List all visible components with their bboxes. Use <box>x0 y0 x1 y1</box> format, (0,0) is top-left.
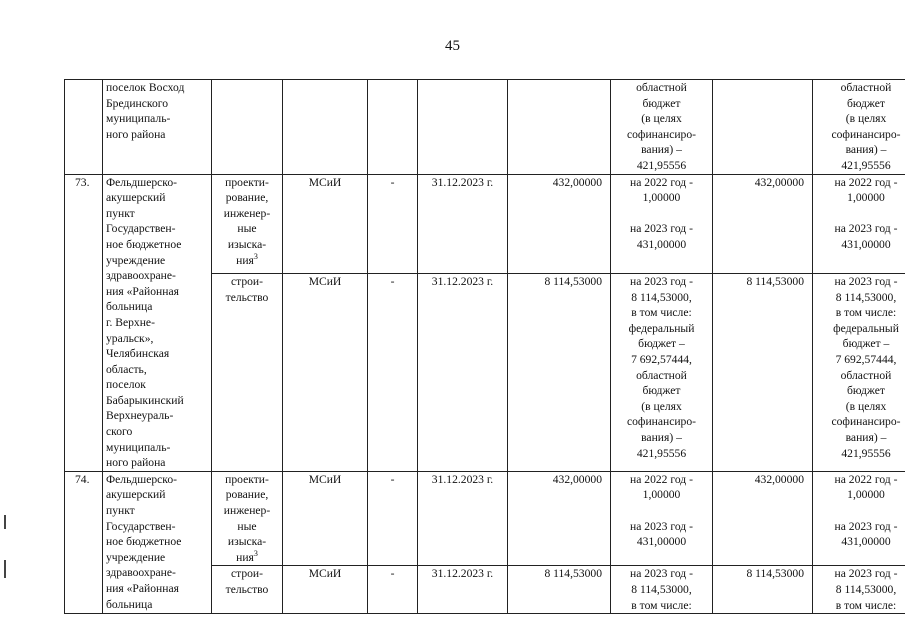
text-line: 8 114,53000, <box>631 290 692 304</box>
text-line: муниципаль- <box>106 112 171 126</box>
text-line: ное бюджетное <box>106 535 182 549</box>
text-line: муниципаль- <box>106 440 171 454</box>
allocated-cost <box>713 80 813 175</box>
text-line: ния «Районная <box>106 582 179 595</box>
allocated-cost: 8 114,53000 <box>713 566 813 614</box>
text-line: поселок <box>106 378 146 392</box>
text-line: на 2023 год - <box>834 519 898 533</box>
text-line: в том числе: <box>631 598 692 612</box>
empty-column: - <box>368 274 418 472</box>
completion-date: 31.12.2023 г. <box>418 471 508 566</box>
text-line: ного района <box>106 456 166 470</box>
text-line: в том числе: <box>835 598 897 612</box>
allocated-cost: 432,00000 <box>713 174 813 273</box>
text-line: область, <box>106 362 147 376</box>
text-line: инженер- <box>223 206 271 220</box>
text-line: поселок Восход <box>106 81 185 94</box>
allocated-funding-sources <box>813 566 905 614</box>
facility-name <box>103 471 212 613</box>
text-line: 1,00000 <box>847 488 885 502</box>
text-line: проекти- <box>225 472 269 486</box>
text-line: на 2023 год - <box>834 567 898 581</box>
text-line: Челябинская <box>106 347 170 361</box>
footnote-mark: 3 <box>253 251 258 261</box>
text-line: на 2023 год - <box>834 222 898 236</box>
completion-date: 31.12.2023 г. <box>418 274 508 472</box>
work-stage <box>212 80 283 175</box>
text-line: 7 692,57444, <box>835 352 897 366</box>
text-line: учреждение <box>106 253 166 267</box>
text-line: ского <box>106 425 133 439</box>
funding-sources <box>611 566 713 614</box>
text-line: бюджет – <box>638 337 685 351</box>
text-line: уральск», <box>106 331 154 345</box>
estimated-cost: 8 114,53000 <box>508 274 611 472</box>
text-line: пункт <box>106 504 135 518</box>
footnote-mark: 3 <box>253 548 258 558</box>
text-line: ния «Районная <box>106 284 179 298</box>
funding-sources <box>611 274 713 472</box>
text-line: 1,00000 <box>642 191 681 205</box>
text-line: г. Верхне- <box>106 315 155 329</box>
text-line: Государствен- <box>106 519 176 533</box>
text-line: на 2023 год - <box>834 275 898 288</box>
work-stage <box>212 174 283 273</box>
text-line: 1,00000 <box>847 191 885 205</box>
text-line: проекти- <box>225 175 269 189</box>
row-number <box>65 80 103 175</box>
text-line: пункт <box>106 206 135 220</box>
text-line: инженер- <box>223 504 271 518</box>
text-line: 421,95556 <box>636 158 687 172</box>
text-line: 8 114,53000, <box>835 583 897 596</box>
text-line: на 2023 год - <box>630 275 693 288</box>
text-line: Государствен- <box>106 222 176 236</box>
customer: МСиИ <box>283 566 368 614</box>
empty-column: - <box>368 471 418 566</box>
text-line: вания) – <box>845 143 887 157</box>
text-line: 7 692,57444, <box>631 352 692 366</box>
text-line: изыска- <box>227 237 267 251</box>
funding-sources <box>611 471 713 566</box>
customer: МСиИ <box>283 174 368 273</box>
text-line: 421,95556 <box>841 158 891 172</box>
allocated-funding-sources <box>813 80 905 175</box>
facility-name <box>103 174 212 471</box>
estimated-cost: 8 114,53000 <box>508 566 611 614</box>
text-line: софинансиро- <box>831 415 901 429</box>
work-stage <box>212 566 283 614</box>
allocated-funding-sources <box>813 174 905 273</box>
row-number: 73. <box>65 174 103 471</box>
text-line: тельство <box>225 290 269 304</box>
text-line: строи- <box>230 275 263 288</box>
text-line: бюджет <box>642 384 681 398</box>
text-line: больница <box>106 300 153 314</box>
completion-date: 31.12.2023 г. <box>418 566 508 614</box>
allocated-cost: 8 114,53000 <box>713 274 813 472</box>
text-line: акушерский <box>106 191 166 205</box>
text-line: на 2023 год - <box>630 519 693 533</box>
text-line: рование, <box>225 488 269 502</box>
text-line: 421,95556 <box>841 446 891 460</box>
text-line: вания) – <box>641 430 682 444</box>
text-line: ные <box>237 519 257 533</box>
table-row <box>65 174 905 273</box>
text-line: Фельдшерско- <box>106 472 177 486</box>
text-line: областной <box>840 368 892 382</box>
text-line: софинансиро- <box>626 127 697 141</box>
text-line: бюджет – <box>842 337 890 351</box>
text-line: бюджет <box>642 96 681 110</box>
text-line: вания) – <box>845 430 887 444</box>
table-row <box>65 80 905 175</box>
text-line: 1,00000 <box>642 488 681 502</box>
work-stage <box>212 471 283 566</box>
text-line: ния <box>236 550 254 564</box>
text-line: рование, <box>225 191 269 205</box>
text-line: 431,00000 <box>636 535 687 549</box>
estimated-cost <box>508 80 611 175</box>
text-line: ное бюджетное <box>106 237 182 251</box>
text-line: здравоохране- <box>106 269 176 283</box>
funding-sources <box>611 174 713 273</box>
text-line: областной <box>636 368 687 382</box>
text-line: 431,00000 <box>841 535 891 549</box>
page-number: 45 <box>445 38 460 54</box>
text-line: федеральный <box>628 321 695 335</box>
text-line: изыска- <box>227 535 267 549</box>
text-line: (в целях <box>845 399 887 413</box>
estimated-cost: 432,00000 <box>508 471 611 566</box>
text-line: на 2022 год - <box>630 175 693 189</box>
table-row <box>65 471 905 566</box>
completion-date <box>418 80 508 175</box>
allocated-funding-sources <box>813 471 905 566</box>
text-line: Бабарыкинский <box>106 393 184 407</box>
text-line: на 2022 год - <box>834 472 898 486</box>
scan-edge-mark <box>4 560 6 578</box>
text-line: в том числе: <box>631 306 692 320</box>
text-line: 8 114,53000, <box>631 583 692 596</box>
text-line: (в целях <box>845 112 887 126</box>
customer <box>283 80 368 175</box>
allocated-cost: 432,00000 <box>713 471 813 566</box>
text-line: бюджет <box>847 96 885 110</box>
text-line: на 2023 год - <box>630 567 693 581</box>
text-line: в том числе: <box>835 306 897 320</box>
allocated-funding-sources <box>813 274 905 472</box>
text-line: ного района <box>106 127 166 141</box>
text-line: областной <box>840 81 892 94</box>
text-line: 421,95556 <box>636 446 687 460</box>
text-line: 431,00000 <box>841 237 891 251</box>
text-line: Верхнеураль- <box>106 409 174 423</box>
text-line: тельство <box>225 583 269 596</box>
text-line: акушерский <box>106 488 166 502</box>
funding-sources <box>611 80 713 175</box>
scan-edge-mark <box>4 515 6 529</box>
text-line: строи- <box>230 567 263 581</box>
text-line: 431,00000 <box>636 237 687 251</box>
text-line: ные <box>237 222 257 236</box>
text-line: софинансиро- <box>626 415 697 429</box>
customer: МСиИ <box>283 274 368 472</box>
customer: МСиИ <box>283 471 368 566</box>
text-line: больница <box>106 597 153 611</box>
text-line: на 2022 год - <box>834 175 898 189</box>
investment-table <box>64 79 905 614</box>
text-line: ния <box>236 253 254 267</box>
text-line: федеральный <box>833 321 899 335</box>
row-number: 74. <box>65 471 103 613</box>
text-line: (в целях <box>641 399 682 413</box>
text-line: Фельдшерско- <box>106 175 177 189</box>
text-line: Брединского <box>106 96 169 110</box>
facility-name <box>103 80 212 175</box>
empty-column: - <box>368 566 418 614</box>
text-line: на 2023 год - <box>630 222 693 236</box>
text-line: областной <box>636 81 687 94</box>
text-line: бюджет <box>847 384 885 398</box>
text-line: вания) – <box>641 143 682 157</box>
text-line: учреждение <box>106 550 166 564</box>
empty-column <box>368 80 418 175</box>
estimated-cost: 432,00000 <box>508 174 611 273</box>
text-line: здравоохране- <box>106 566 176 580</box>
text-line: софинансиро- <box>831 127 901 141</box>
text-line: на 2022 год - <box>630 472 693 486</box>
empty-column: - <box>368 174 418 273</box>
completion-date: 31.12.2023 г. <box>418 174 508 273</box>
text-line: (в целях <box>641 112 682 126</box>
work-stage <box>212 274 283 472</box>
text-line: 8 114,53000, <box>835 290 897 304</box>
